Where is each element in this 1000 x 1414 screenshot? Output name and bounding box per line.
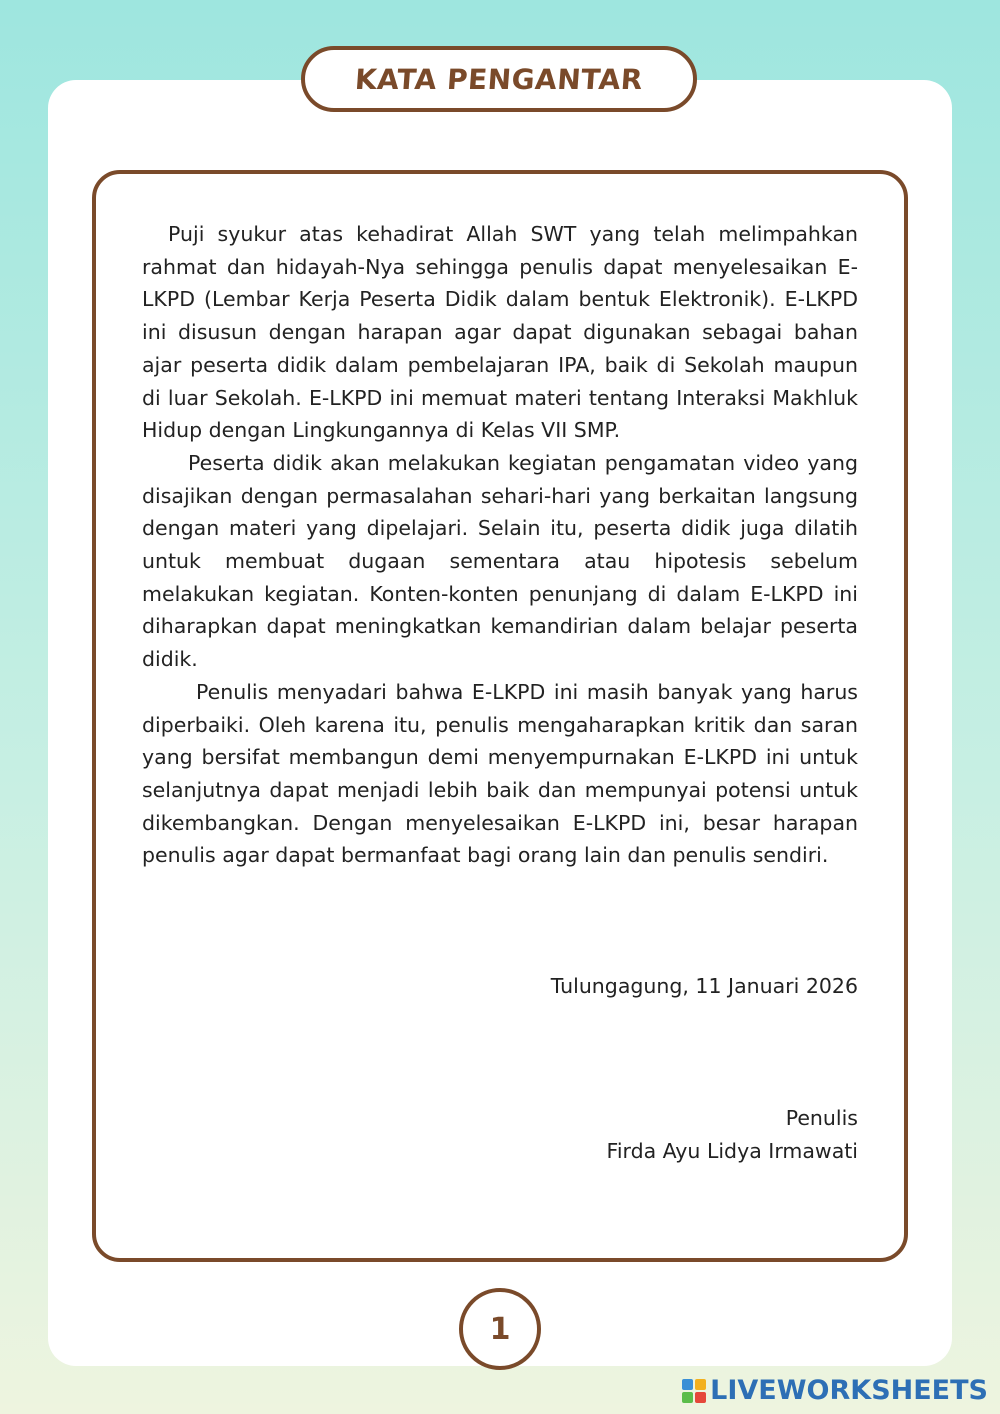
liveworksheets-watermark <box>682 1375 988 1406</box>
signature-name: Firda Ayu Lidya Irmawati <box>606 1138 858 1163</box>
liveworksheets-logo-icon <box>682 1379 706 1403</box>
page-title: KATA PENGANTAR <box>353 62 645 96</box>
signature-block <box>607 1102 858 1167</box>
paragraph-2: Peserta didik akan melakukan kegiatan pengamatan video yang disajikan dengan permasalahan sehari-hari yang berkaitan langsung dengan materi yang dipelajari. Selain itu, peserta didik juga dilatih untuk membuat dugaan sementara atau hipotesis sebelum melakukan kegiatan. Konten-konten penunjang di dalam E-LKPD ini diharapkan dapat meningkatkan kemandirian dalam belajar peserta didik. <box>142 450 858 672</box>
paragraph-1: Puji syukur atas kehadirat Allah SWT yang telah melimpahkan rahmat dan hidayah-Nya sehingga penulis dapat menyelesaikan E-LKPD (Lembar Kerja Peserta Didik dalam bentuk Elektronik). E-LKPD ini disusun dengan harapan agar dapat digunakan sebagai bahan ajar peserta didik dalam pembelajaran IPA, baik di Sekolah maupun di luar Sekolah. E-LKPD ini memuat materi tentang Interaksi Makhluk Hidup dengan Lingkungannya di Kelas VII SMP. <box>142 222 858 443</box>
title-banner <box>301 46 697 112</box>
paragraph-3: Penulis menyadari bahwa E-LKPD ini masih banyak yang harus diperbaiki. Oleh karena itu, penulis mengaharapkan kritik dan saran yang bersifat membangun demi menyempurnakan E-LKPD ini untuk selanjutnya dapat menjadi lebih baik dan mempunyai potensi untuk dikembangkan. Dengan menyelesaikan E-LKPD ini, besar harapan penulis agar dapat bermanfaat bagi orang lain dan penulis sendiri. <box>142 679 858 868</box>
watermark-text: LIVEWORKSHEETS <box>710 1375 988 1406</box>
place-date: Tulungagung, 11 Januari 2026 <box>550 974 858 998</box>
signature-role: Penulis <box>785 1106 858 1130</box>
page-number-badge <box>459 1288 541 1370</box>
foreword-body <box>142 218 858 872</box>
page-number: 1 <box>489 1311 511 1347</box>
